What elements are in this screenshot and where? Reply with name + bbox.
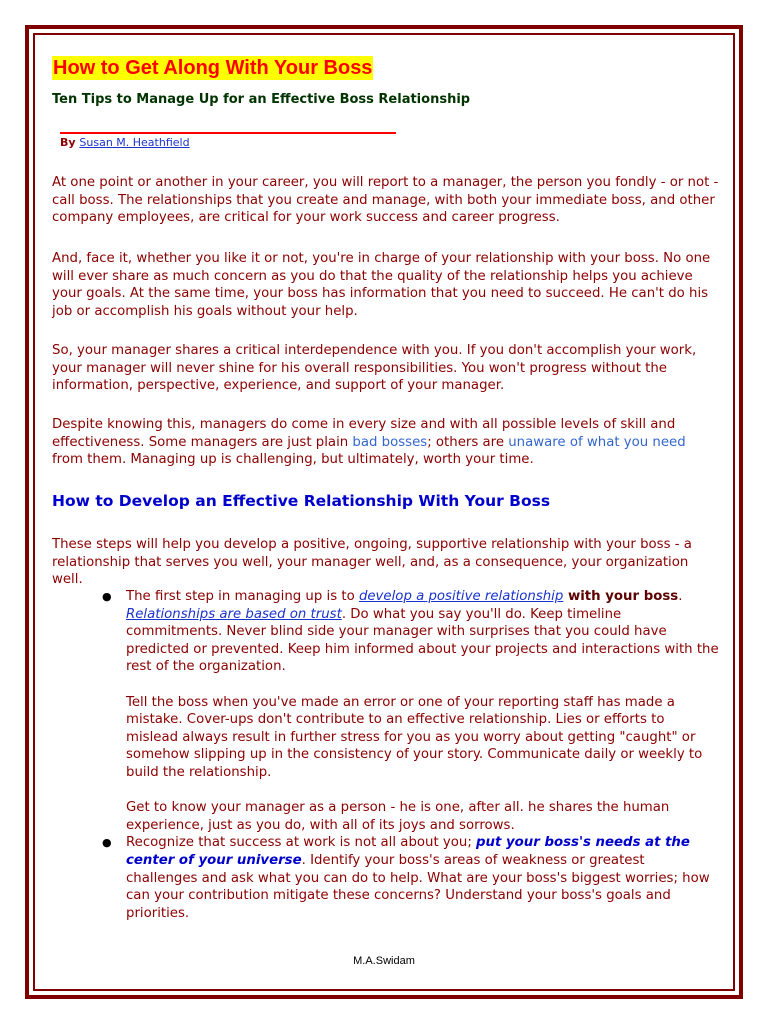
section-heading: How to Develop an Effective Relationship With Your Boss [52, 492, 551, 510]
paragraph-1: At one point or another in your career, you will report to a manager, the person you fondly - or not - call boss. The relationships that you create and manage, with both your immediate boss, and other company employees, are critical for your work success and career progress. [52, 175, 719, 226]
page-title: How to Get Along With Your Boss [53, 57, 373, 79]
byline [60, 136, 190, 149]
b1-text-c: . Do what you say you'll do. Keep timeline commitments. Never blind side your manager with surprises that you could have predicted or prevented. Keep him informed about your projects and interactions with the rest of the organization. [126, 606, 719, 675]
intro-paragraph: These steps will help you develop a positive, ongoing, supportive relationship with your boss - a relationship that serves you well, your manager well, and, as a consequence, your organization well. [52, 537, 692, 588]
bad-bosses-link[interactable]: bad bosses [352, 434, 428, 450]
b1-paragraph-3: Get to know your manager as a person - he is one, after all. he shares the human experience, just as you do, with all of its joys and sorrows. [126, 800, 670, 833]
author-link[interactable]: Susan M. Heathfield [79, 136, 190, 149]
page-footer: M.A.Swidam [353, 955, 415, 967]
bullet-icon: ● [102, 836, 112, 850]
p4-text-b: ; others are [427, 434, 509, 450]
unaware-link[interactable]: unaware of what you need [508, 434, 686, 450]
b1-text-a: The first step in managing up is to [126, 589, 359, 604]
b1-text-b: . [678, 589, 683, 604]
b2-text-b: . Identify your boss's areas of weakness or greatest challenges and ask what you can do to help. What are your boss's biggest worries; how can your contribution mitigate these concerns? Understand your boss's goals and priorities. [126, 852, 710, 921]
tips-list [52, 588, 720, 922]
byline-prefix: By [60, 136, 80, 149]
bullet-icon: ● [102, 590, 112, 603]
p4-text-c: from them. Managing up is challenging, but ultimately, worth your time. [52, 452, 534, 468]
title-rule [60, 132, 396, 134]
trust-link[interactable]: Relationships are based on trust [126, 606, 342, 622]
b1-bold: with your boss [563, 589, 679, 604]
paragraph-2: And, face it, whether you like it or not, you're in charge of your relationship with your boss. No one will ever share as much concern as you do that the quality of the relationship helps you achieve your goals. At the same time, your boss has information that you need to succeed. He can't do his job or accomplish his goals without your help. [52, 251, 711, 319]
positive-relationship-link[interactable]: develop a positive relationship [358, 589, 564, 604]
p4-text-a: Despite knowing this, managers do come in every size and with all possible levels of skill and effectiveness. Some managers are just plain [52, 417, 676, 450]
b2-text-a: Recognize that success at work is not all about you; [126, 835, 477, 851]
page-subtitle: Ten Tips to Manage Up for an Effective Boss Relationship [52, 92, 471, 107]
list-item [52, 588, 720, 834]
b2-emphasis: put your boss's needs at the center of your universe [126, 835, 690, 868]
paragraph-3: So, your manager shares a critical interdependence with you. If you don't accomplish your work, your manager will never shine for his overall responsibilities. You won't progress without the information, perspective, experience, and support of your manager. [52, 343, 697, 394]
paragraph-4 [52, 416, 720, 469]
list-item [52, 834, 720, 922]
b1-paragraph-2: Tell the boss when you've made an error or one of your reporting staff has made a mistake. Cover-ups don't contribute to an effective relationship. Lies or efforts to mislead always result in further stress for you as you worry about getting "caught" or somehow slipping up in the consistency of your story. Communicate daily or weekly to build the relationship. [126, 694, 703, 780]
document-content [52, 52, 722, 921]
